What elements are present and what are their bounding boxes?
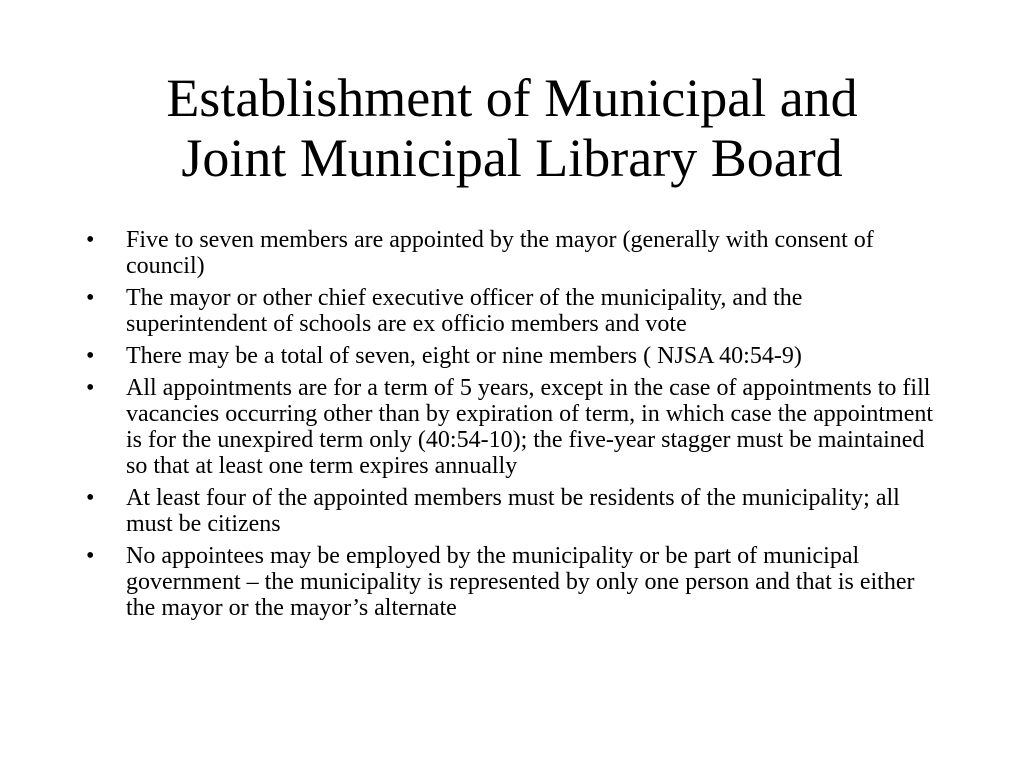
bullet-item: [86, 227, 946, 279]
bullet-item: [86, 375, 946, 479]
bullet-item: [86, 285, 946, 337]
bullet-text: At least four of the appointed members must be residents of the municipality; all must be citizens: [126, 485, 900, 537]
bullet-text: All appointments are for a term of 5 years, except in the case of appointments to fill vacancies occurring other than by expiration of term, in which case the appointment is for the unexpired term only (40:54-10); the five-year stagger must be maintained so that at least one term expires annually: [126, 375, 934, 479]
slide-title-line-2: Joint Municipal Library Board: [181, 128, 843, 188]
bullet-marker: •: [86, 375, 95, 401]
bullet-item: [86, 543, 946, 621]
slide-title-line-1: Establishment of Municipal and: [166, 68, 858, 128]
bullet-text: There may be a total of seven, eight or nine members ( NJSA 40:54-9): [126, 343, 802, 369]
bullet-marker: •: [86, 285, 95, 311]
bullet-marker: •: [86, 227, 95, 253]
bullet-text: The mayor or other chief executive officer of the municipality, and the superintendent of schools are ex officio members and vote: [126, 285, 803, 337]
bullet-marker: •: [86, 543, 95, 569]
bullet-marker: •: [86, 343, 95, 369]
slide-title: [60, 68, 964, 188]
bullet-item: [86, 343, 946, 369]
bullet-text: Five to seven members are appointed by the mayor (generally with consent of council): [126, 227, 874, 279]
bullet-text: No appointees may be employed by the municipality or be part of municipal government – the municipality is represented by only one person and that is either the mayor or the mayor’s alternate: [126, 543, 915, 621]
bullet-marker: •: [86, 485, 95, 511]
bullet-item: [86, 485, 946, 537]
bullet-list: [86, 227, 946, 627]
